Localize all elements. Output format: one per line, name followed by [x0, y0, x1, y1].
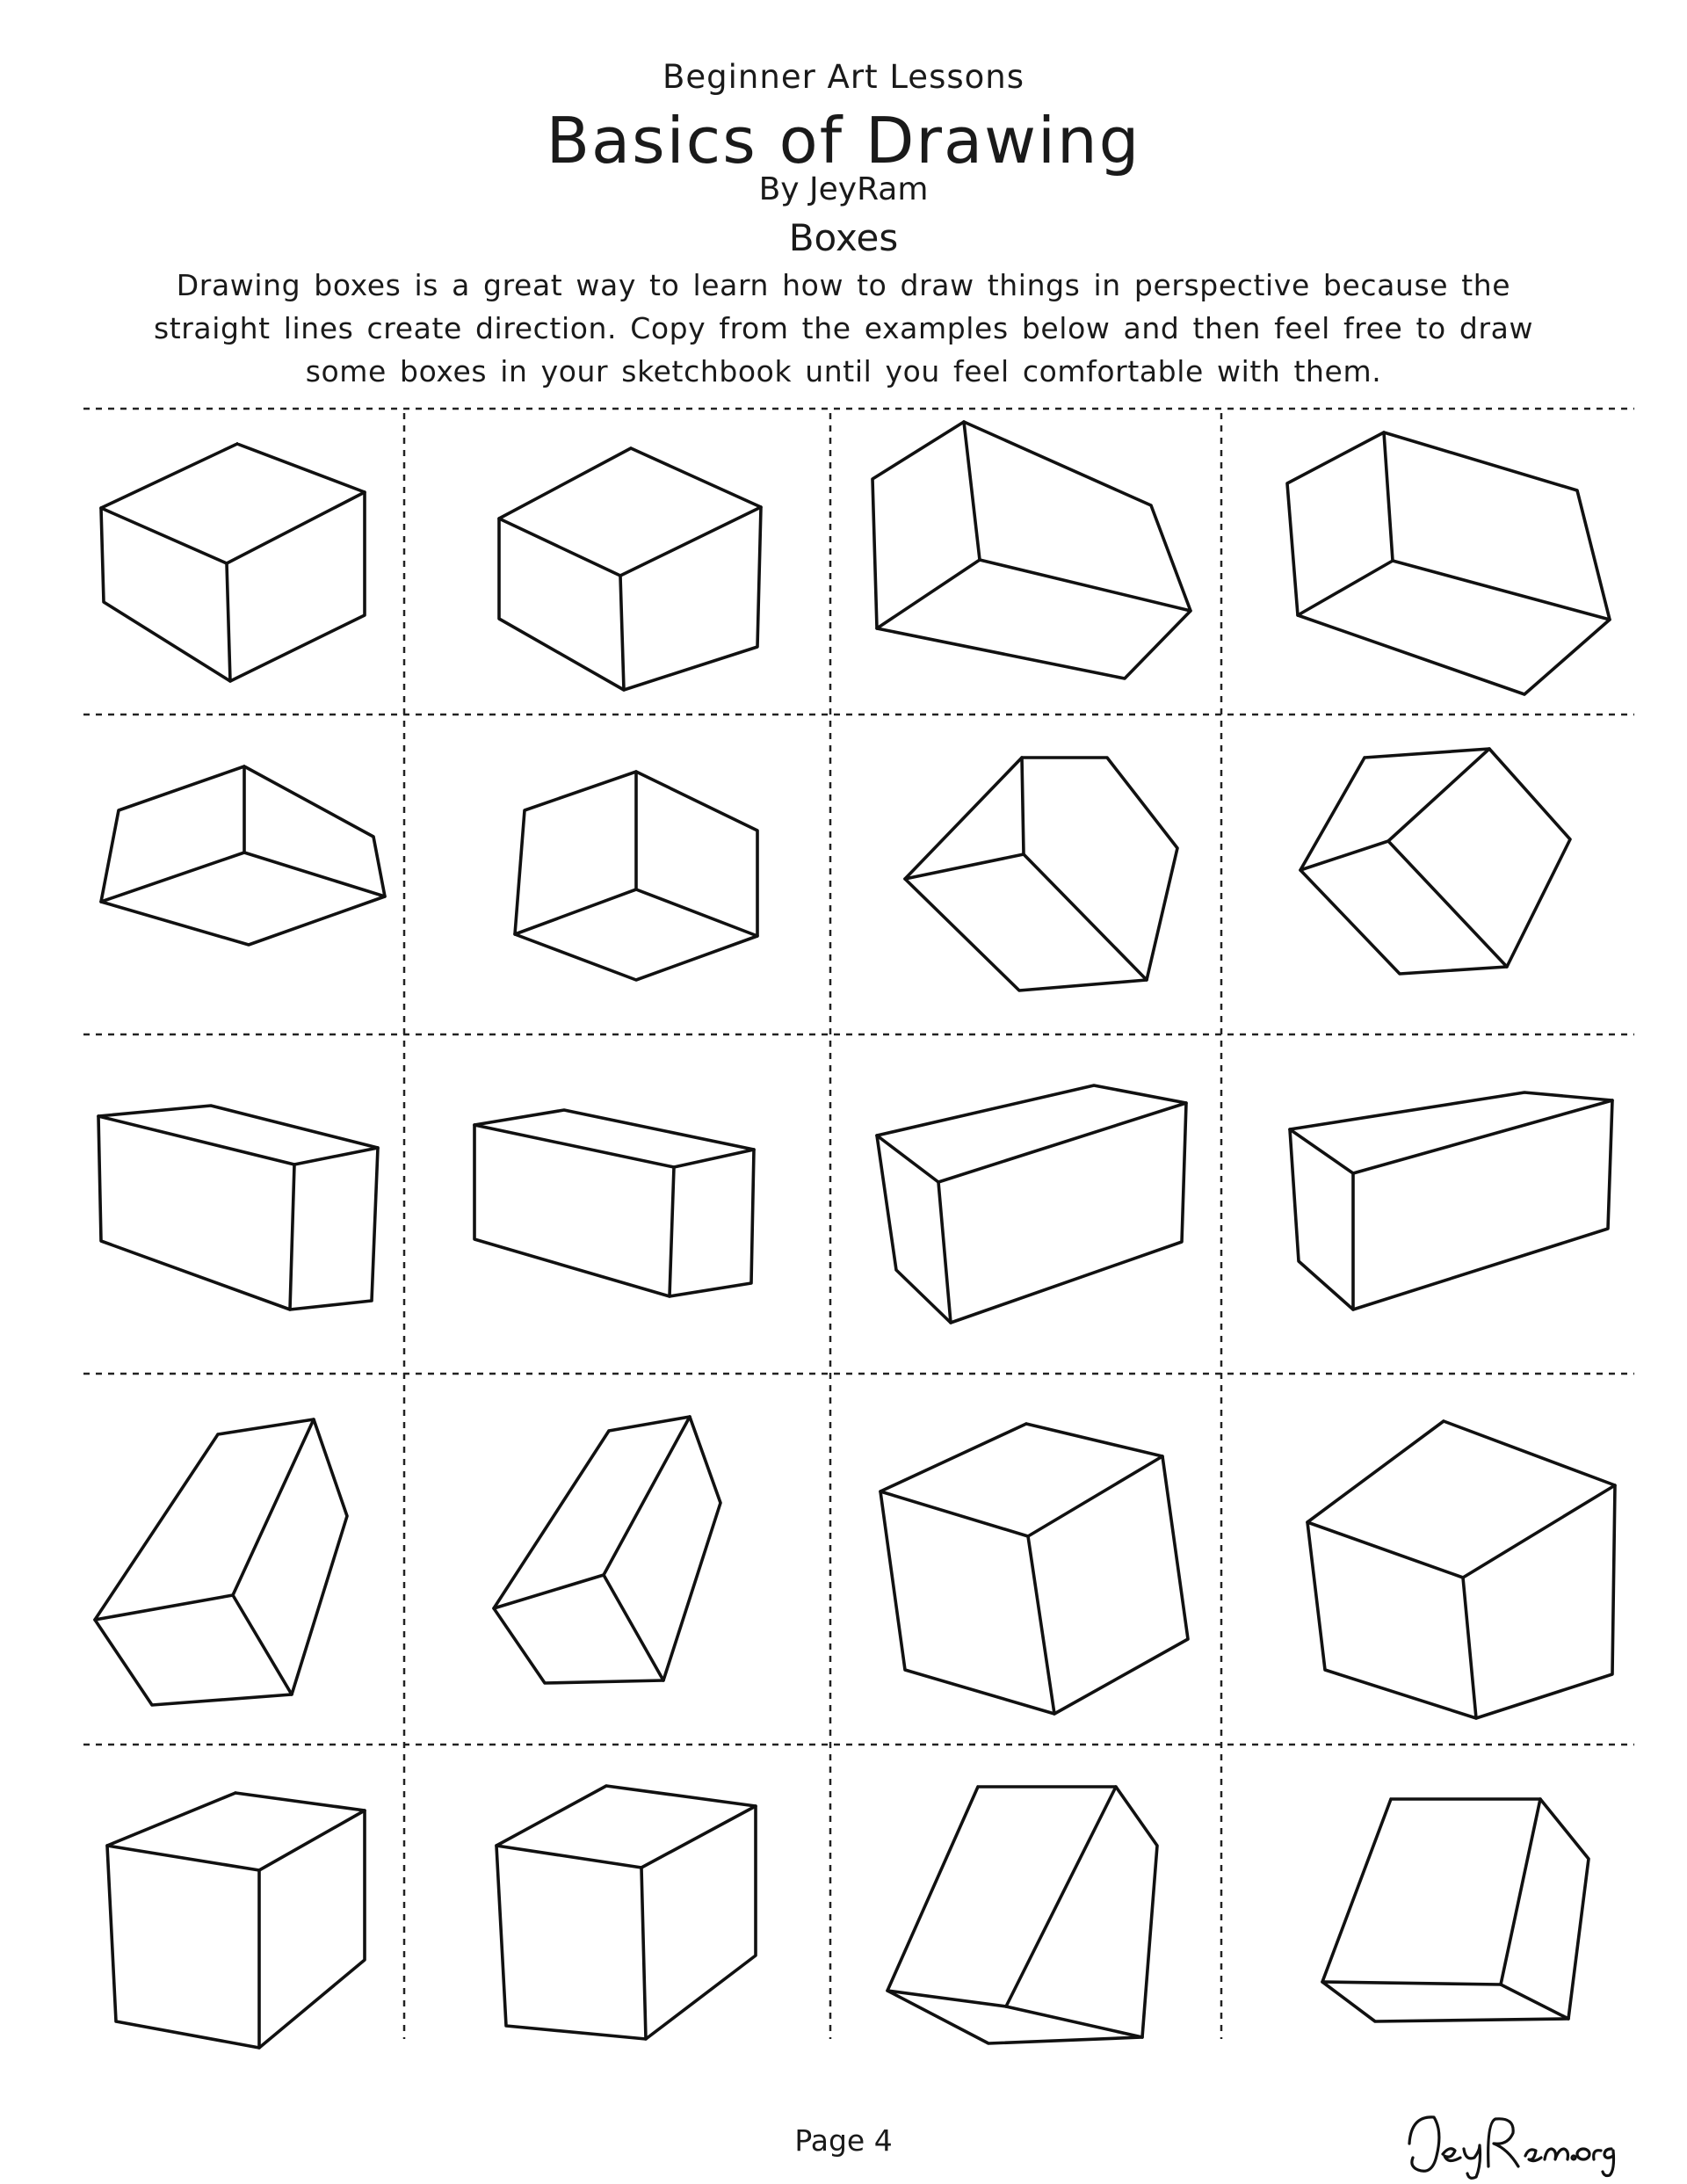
box-sketch [1300, 749, 1570, 974]
box-sketch [98, 1106, 378, 1310]
box-sketch [1287, 432, 1610, 694]
box-sketch [1307, 1421, 1615, 1718]
author-byline: By JeyRam [758, 171, 929, 207]
box-sketch [101, 444, 365, 681]
box-sketch [95, 1419, 347, 1705]
box-sketch [101, 766, 385, 945]
box-sketch [872, 422, 1191, 678]
box-sketch [877, 1085, 1186, 1323]
box-sketch [1322, 1799, 1589, 2021]
box-sketch [496, 1786, 756, 2039]
box-sketch [880, 1424, 1188, 1714]
page-title: Basics of Drawing [546, 104, 1141, 178]
box-sketch [474, 1110, 754, 1296]
box-sketch [494, 1417, 720, 1683]
intro-paragraph: Drawing boxes is a great way to learn how to draw things in perspective because the straight lines create direction. Copy from the examples below and then feel free to draw some boxes in your sketchbook until you feel comfortable with them. [153, 268, 1534, 388]
section-heading: Boxes [788, 216, 899, 259]
box-sketch [107, 1793, 365, 2048]
box-sketch [905, 758, 1177, 990]
series-label: Beginner Art Lessons [662, 58, 1025, 96]
box-sketch [887, 1787, 1157, 2043]
page-number: Page 4 [794, 2123, 893, 2158]
box-sketch [499, 448, 761, 690]
box-sketch [1290, 1092, 1612, 1310]
jeyram-logo [1397, 2105, 1625, 2180]
box-sketch [515, 772, 757, 980]
